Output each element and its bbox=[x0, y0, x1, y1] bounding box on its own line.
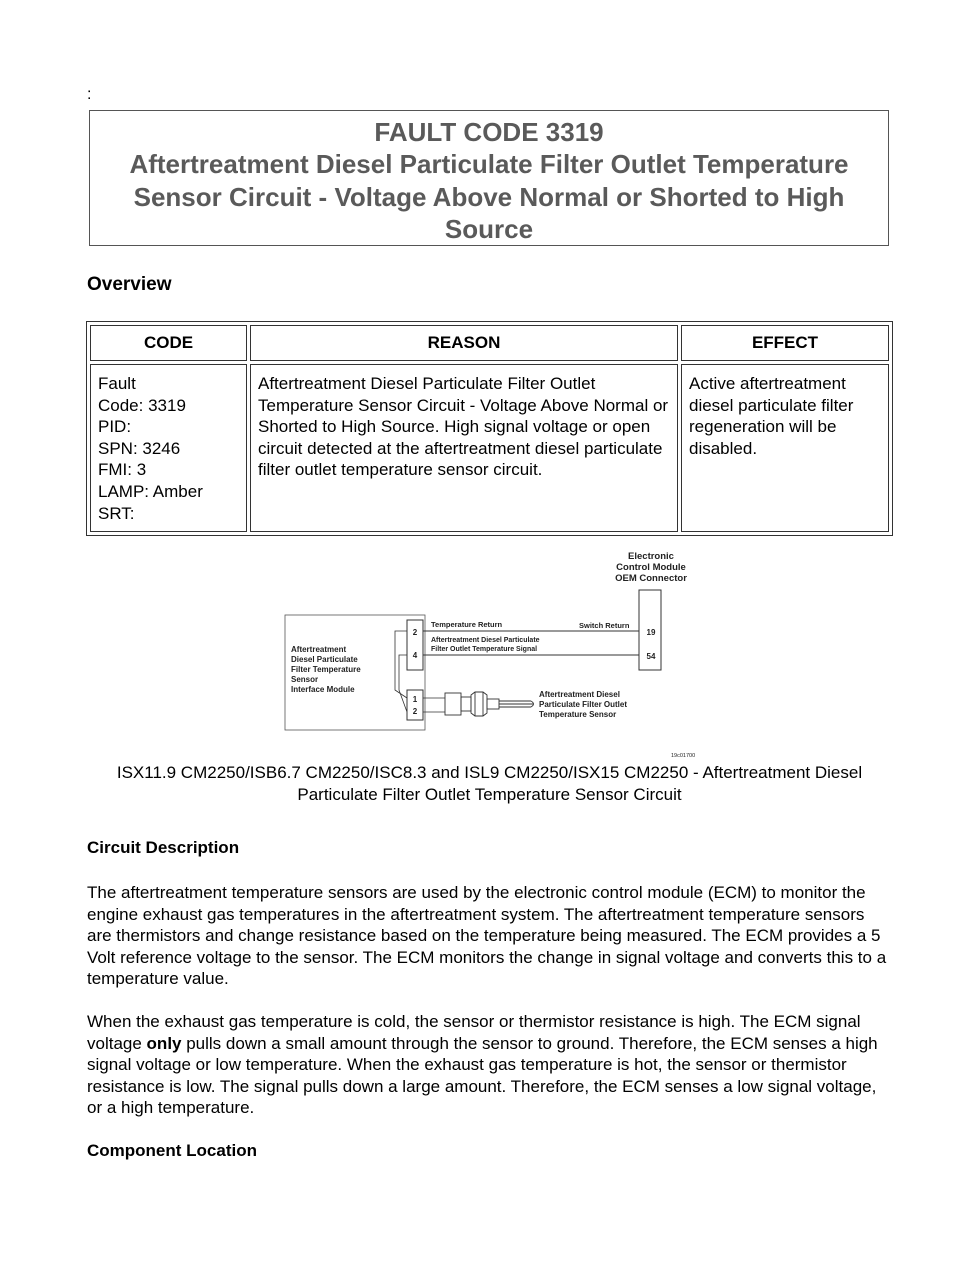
wire-signal-label-line: Filter Outlet Temperature Signal bbox=[431, 646, 538, 653]
wire-loop-b bbox=[399, 655, 407, 712]
overview-heading: Overview bbox=[87, 274, 172, 295]
wire-switch-return-label: Switch Return bbox=[579, 621, 630, 630]
code-line: SRT: bbox=[98, 503, 135, 523]
module-pin: 4 bbox=[412, 651, 418, 660]
module-label-line: Diesel Particulate bbox=[291, 655, 358, 664]
cell-reason: Aftertreatment Diesel Particulate Filter Outlet Temperature Sensor Circuit - Voltage Above Normal or Shorted to High Source. High signal voltage or open circuit detected at the aftertreatment diesel particulate filter outlet temperature sensor circuit. bbox=[250, 364, 678, 532]
header-effect: EFFECT bbox=[681, 325, 889, 361]
diagram-caption: ISX11.9 CM2250/ISB6.7 CM2250/ISC8.3 and ISL9 CM2250/ISX15 CM2250 - Aftertreatment Diesel Particulate Filter Outlet Temperature Sensor Circuit bbox=[116, 763, 863, 804]
component-location-heading: Component Location bbox=[87, 1141, 257, 1160]
code-line: Code: 3319 bbox=[98, 395, 186, 415]
cell-effect: Active aftertreatment diesel particulate filter regeneration will be disabled. bbox=[681, 364, 889, 532]
wire-loop-a bbox=[395, 631, 407, 698]
fault-description-title: Aftertreatment Diesel Particulate Filter Outlet Temperature Sensor Circuit - Voltage Above Normal or Shorted to High Source bbox=[129, 149, 849, 244]
sensor-label-line: Aftertreatment Diesel bbox=[539, 690, 620, 699]
module-label-line: Interface Module bbox=[291, 685, 355, 694]
circuit-paragraph-2 bbox=[87, 1011, 892, 1119]
header-reason: REASON bbox=[250, 325, 678, 361]
module-pin: 1 bbox=[412, 695, 418, 704]
paragraph-text: When the exhaust gas temperature is cold, the sensor or thermistor resistance is high. The ECM signal voltage bbox=[87, 1012, 861, 1053]
circuit-description-heading: Circuit Description bbox=[87, 838, 240, 857]
temperature-sensor-icon bbox=[445, 692, 534, 716]
code-line: LAMP: Amber bbox=[98, 481, 203, 501]
header-code: CODE bbox=[90, 325, 247, 361]
wire-signal-label-line: Aftertreatment Diesel Particulate bbox=[431, 637, 540, 644]
ecm-label-line: Control Module bbox=[616, 562, 686, 573]
ecm-label-line: Electronic bbox=[628, 551, 674, 562]
wire-temp-return-label: Temperature Return bbox=[431, 620, 503, 629]
sensor-label-line: Particulate Filter Outlet bbox=[539, 700, 628, 709]
table-row bbox=[90, 364, 889, 532]
page-colon: : bbox=[87, 86, 92, 103]
ecm-label-line: OEM Connector bbox=[615, 573, 687, 584]
paragraph-text: pulls down a small amount through the sensor to ground. Therefore, the ECM senses a high signal voltage or low temperature. When the exhaust gas temperature is hot, the sensor or thermistor resistance is low. The signal pulls down a large amount. Therefore, the ECM senses a low signal voltage, or a high temperature. bbox=[87, 1033, 878, 1118]
diagram-ref-code: 19c01700 bbox=[671, 753, 696, 759]
cell-code bbox=[90, 364, 247, 532]
ecm-pin-54: 54 bbox=[646, 652, 656, 661]
circuit-diagram bbox=[283, 548, 703, 760]
circuit-paragraph-1: The aftertreatment temperature sensors are used by the electronic control module (ECM) to monitor the engine exhaust gas temperatures in the aftertreatment system. The aftertreatment temperature sensors are thermistors and change resistance based on the temperature being measured. The ECM provides a 5 Volt reference voltage to the sensor. The ECM monitors the change in signal voltage and converts this to a temperature value. bbox=[87, 883, 887, 989]
code-line: Fault bbox=[98, 374, 136, 393]
paragraph-emphasis: only bbox=[146, 1033, 182, 1053]
code-line: FMI: 3 bbox=[98, 460, 147, 480]
code-line: SPN: 3246 bbox=[98, 438, 181, 458]
ecm-pin-19: 19 bbox=[646, 628, 656, 637]
fault-code-title: FAULT CODE 3319 bbox=[374, 117, 604, 147]
module-label-line: Aftertreatment bbox=[291, 645, 347, 654]
module-pin: 2 bbox=[412, 707, 418, 716]
module-label-line: Filter Temperature bbox=[291, 665, 361, 674]
sensor-label-line: Temperature Sensor bbox=[539, 710, 617, 719]
module-pin: 2 bbox=[412, 628, 418, 637]
code-line: PID: bbox=[98, 417, 132, 437]
overview-table bbox=[86, 321, 893, 536]
fault-title-box bbox=[89, 110, 889, 246]
table-header-row bbox=[90, 325, 889, 361]
module-label-line: Sensor bbox=[291, 675, 319, 684]
